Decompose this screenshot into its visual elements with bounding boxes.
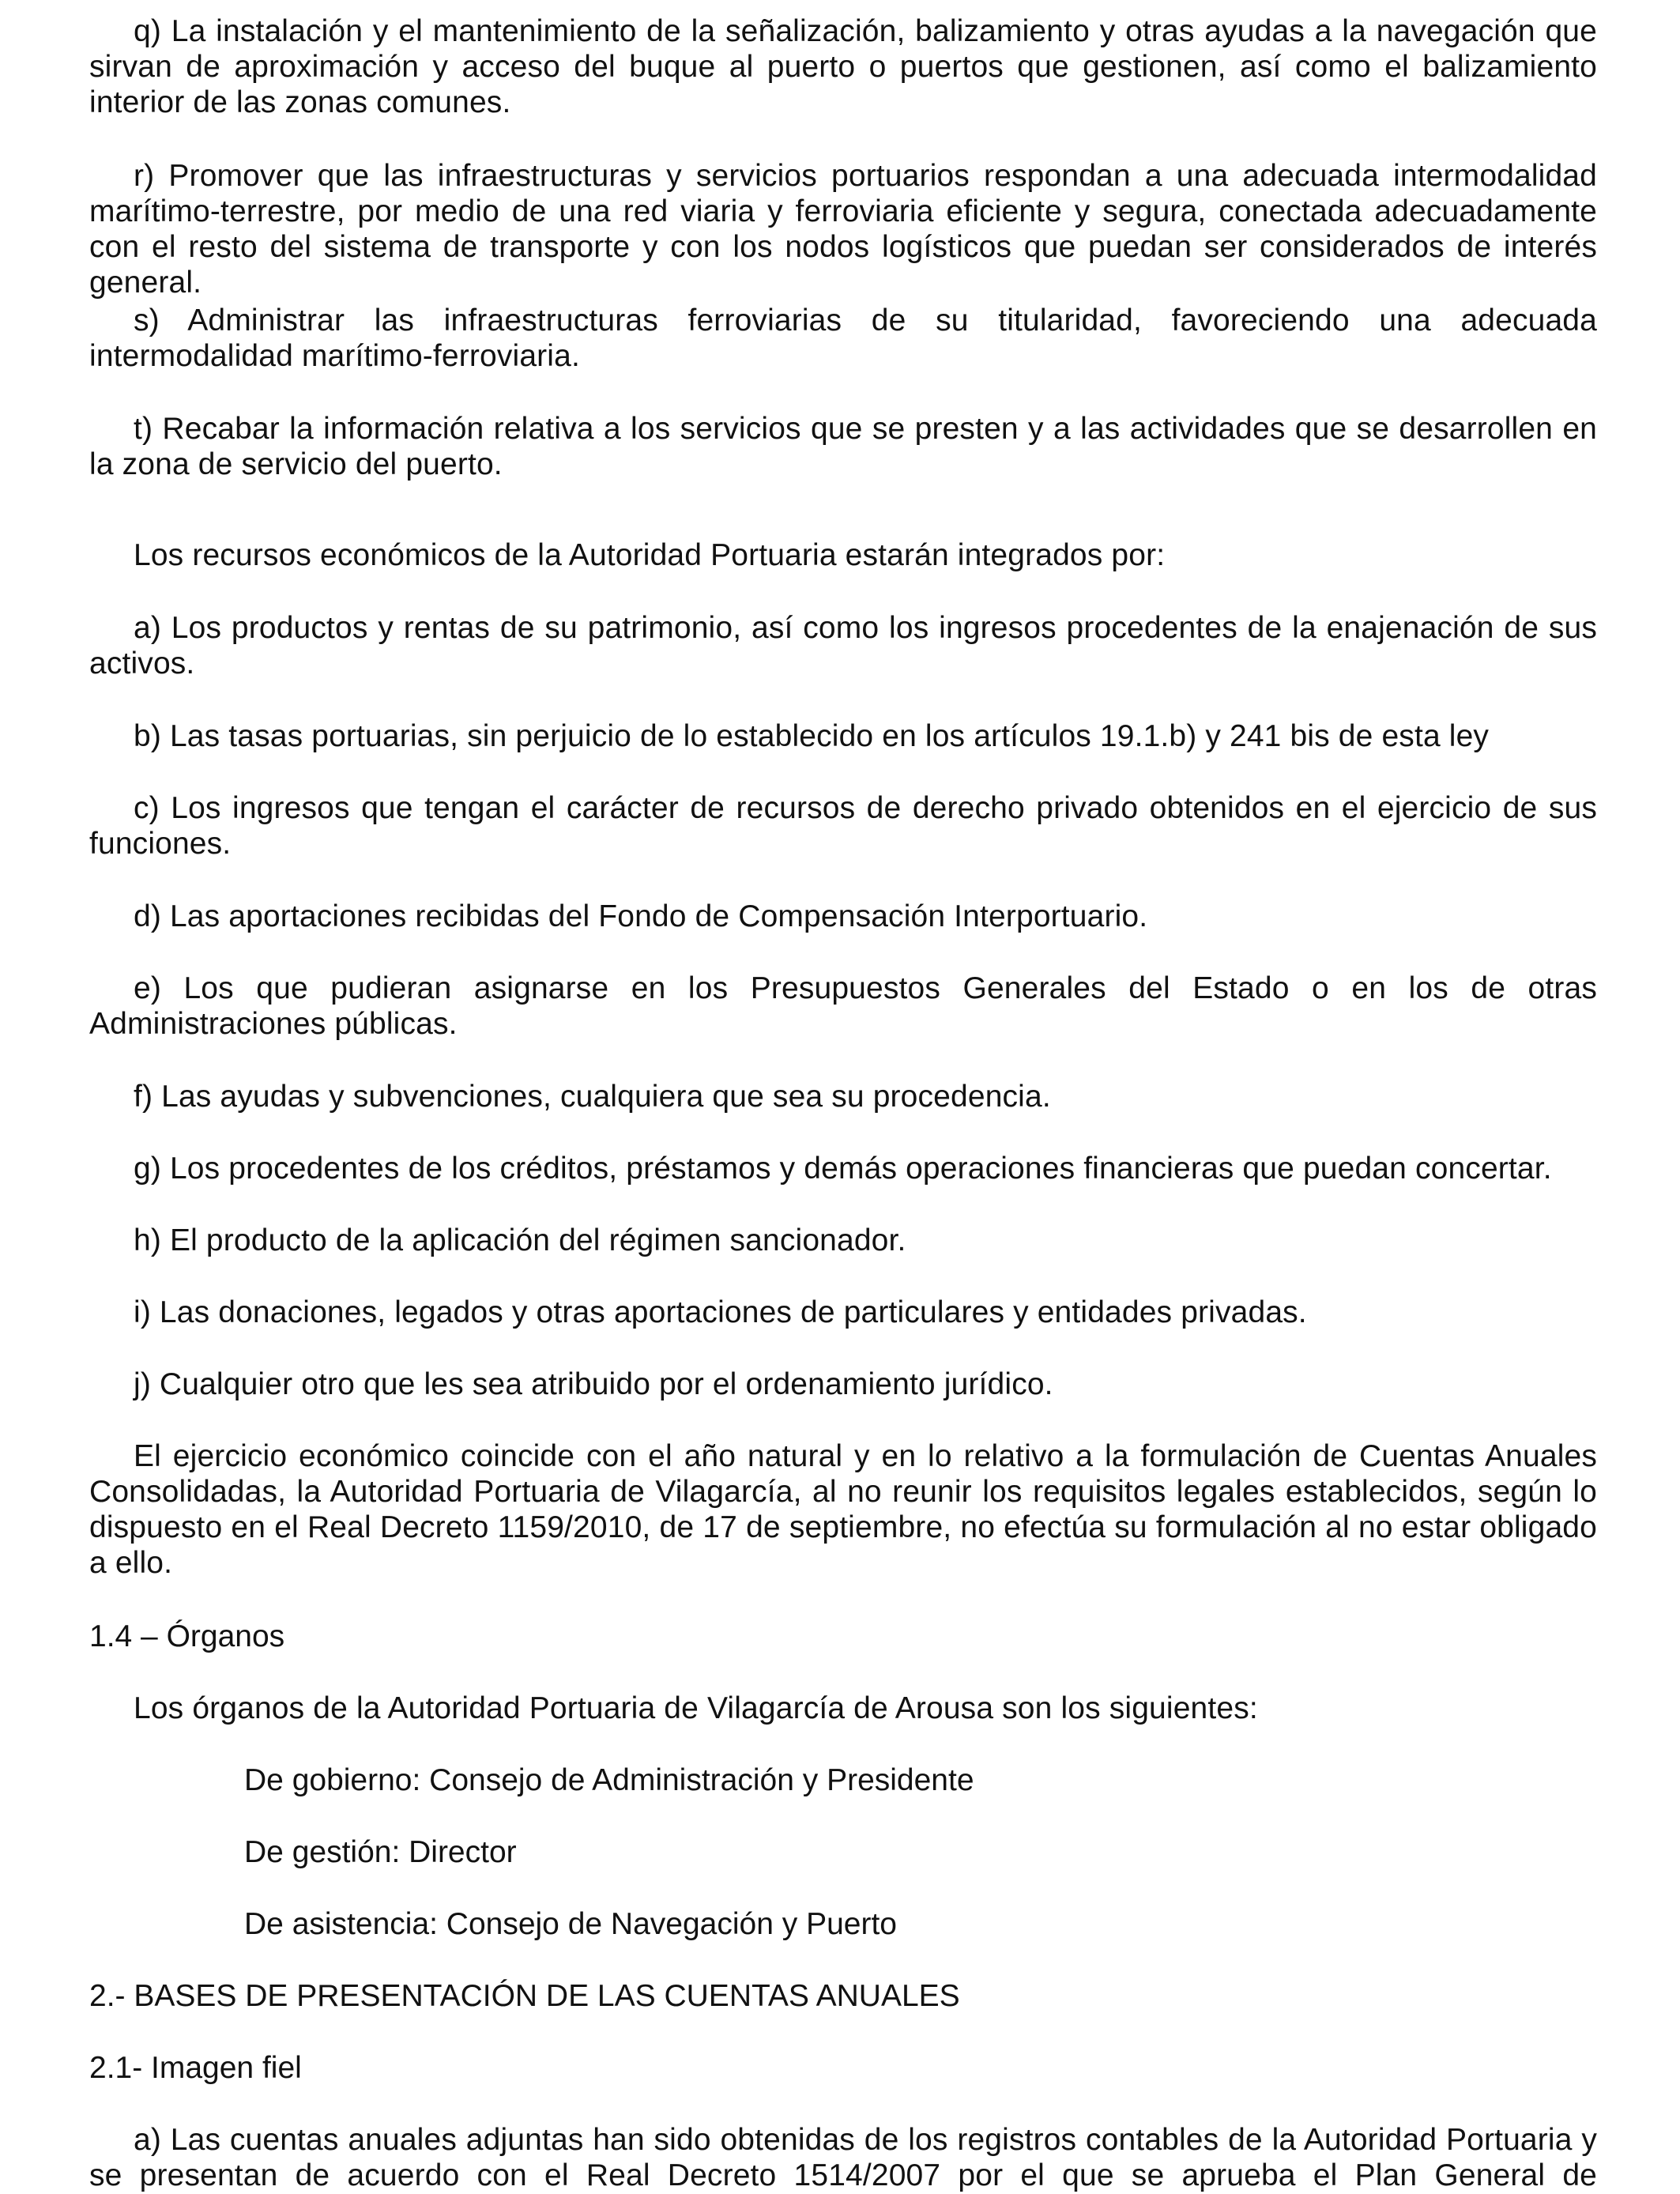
resource-d: d) Las aportaciones recibidas del Fondo de Compensación Interportuario. [134, 899, 1148, 933]
section-1-4-title: 1.4 – Órganos [89, 1619, 285, 1653]
section-2-1-paragraph-a: a) Las cuentas anuales adjuntas han sido obtenidas de los registros contables de la Autoridad Portuaria y se presentan de acuerdo con el Real Decreto 1514/2007 por el que se aprueba el Plan General de [89, 2123, 1597, 2192]
resource-g: g) Los procedentes de los créditos, préstamos y demás operaciones financieras que puedan concertar. [134, 1152, 1552, 1186]
resource-f: f) Las ayudas y subvenciones, cualquiera que sea su procedencia. [134, 1080, 1051, 1114]
paragraph-s: s) Administrar las infraestructuras ferroviarias de su titularidad, favoreciendo una adecuada intermodalidad marítimo-ferroviaria. [89, 303, 1597, 373]
resource-c: c) Los ingresos que tengan el carácter de recursos de derecho privado obtenidos en el ejercicio de sus funciones. [89, 791, 1597, 861]
paragraph-r: r) Promover que las infraestructuras y servicios portuarios respondan a una adecuada intermodalidad marítimo-terrestre, por medio de una red viaria y ferroviaria eficiente y segura, conectada adecuadamente con el resto del sistema de transporte y con los nodos logísticos que puedan ser considerados de interés general. [89, 159, 1597, 300]
resource-b: b) Las tasas portuarias, sin perjuicio de lo establecido en los artículos 19.1.b) y 241 bis de esta ley [134, 719, 1490, 753]
section-2-1-title: 2.1- Imagen fiel [89, 2051, 302, 2085]
resource-a: a) Los productos y rentas de su patrimonio, así como los ingresos procedentes de la enajenación de sus activos. [89, 611, 1597, 680]
organ-item-gobierno: De gobierno: Consejo de Administración y Presidente [244, 1763, 974, 1797]
paragraph-t: t) Recabar la información relativa a los servicios que se presten y a las actividades que se desarrollen en la zona de servicio del puerto. [89, 412, 1597, 481]
resource-h: h) El producto de la aplicación del régimen sancionador. [134, 1223, 906, 1257]
fiscal-year-paragraph: El ejercicio económico coincide con el año natural y en lo relativo a la formulación de Cuentas Anuales Consolidadas, la Autoridad Portuaria de Vilagarcía, al no reunir los requisitos legales establecidos, según lo dispuesto en el Real Decreto 1159/2010, de 17 de septiembre, no efectúa su formulación al no estar obligado a ello. [89, 1439, 1597, 1580]
resources-intro: Los recursos económicos de la Autoridad Portuaria estarán integrados por: [134, 538, 1166, 572]
resource-j: j) Cualquier otro que les sea atribuido por el ordenamiento jurídico. [134, 1367, 1053, 1401]
resource-e: e) Los que pudieran asignarse en los Presupuestos Generales del Estado o en los de otras Administraciones públicas. [89, 971, 1597, 1041]
paragraph-q: q) La instalación y el mantenimiento de la señalización, balizamiento y otras ayudas a la navegación que sirvan de aproximación y acceso del buque al puerto o puertos que gestionen, así como el balizamiento interior de las zonas comunes. [89, 14, 1597, 119]
organs-intro: Los órganos de la Autoridad Portuaria de Vilagarcía de Arousa son los siguientes: [134, 1691, 1258, 1725]
organ-item-asistencia: De asistencia: Consejo de Navegación y Puerto [244, 1907, 897, 1941]
resource-i: i) Las donaciones, legados y otras aportaciones de particulares y entidades privadas. [134, 1295, 1307, 1329]
organ-item-gestion: De gestión: Director [244, 1835, 517, 1869]
section-2-title: 2.- BASES DE PRESENTACIÓN DE LAS CUENTAS ANUALES [89, 1979, 960, 2013]
